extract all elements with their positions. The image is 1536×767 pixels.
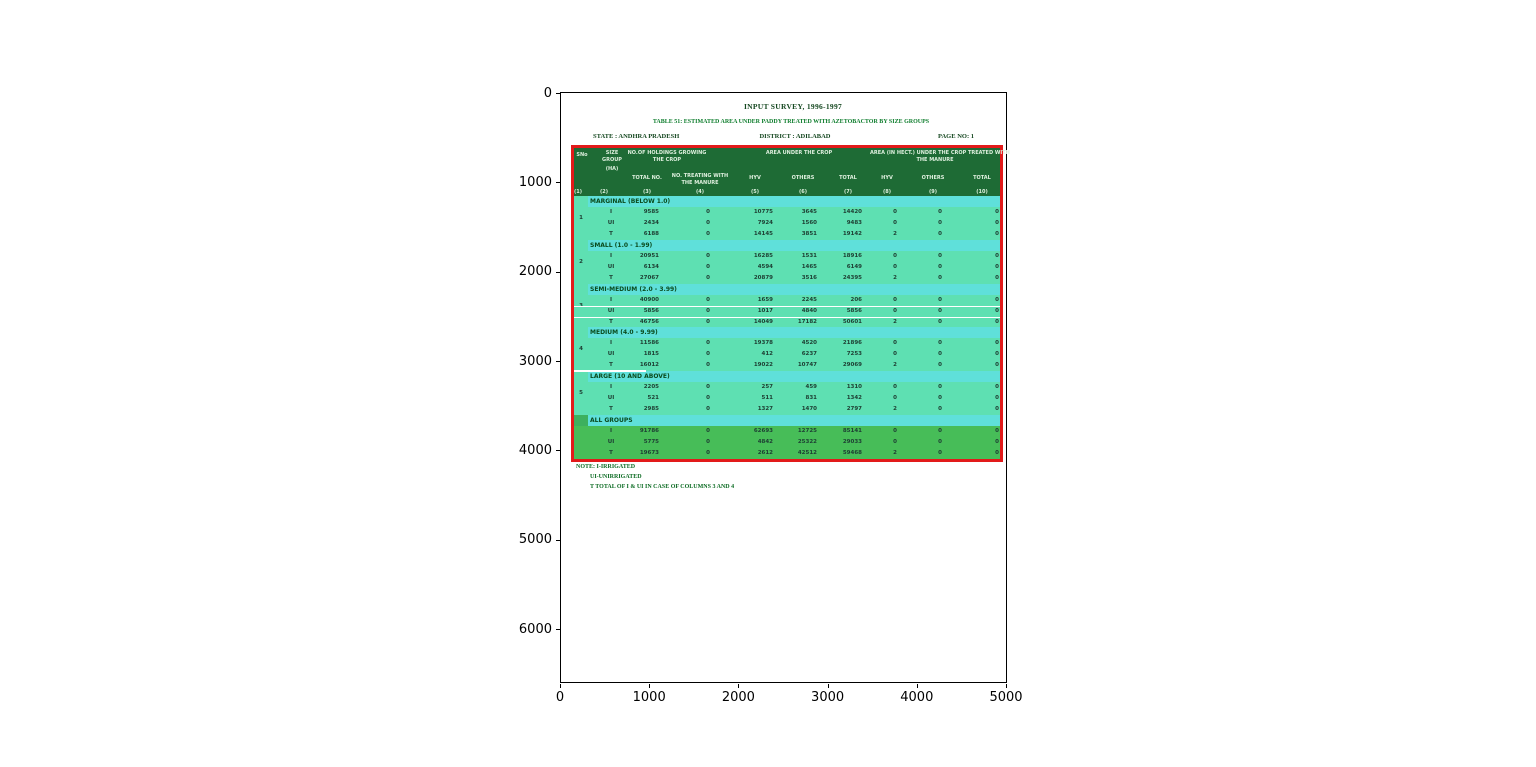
size-group-label: SEMI-MEDIUM (2.0 - 3.99) [590,285,677,293]
table-row [574,382,1000,393]
cell-value: 62693 [753,428,773,435]
size-group-row [588,240,1000,251]
cell-value: 20951 [639,252,659,259]
cell-value: 0 [938,274,942,281]
row-label: I [609,384,613,391]
cell-value: 4840 [801,307,817,314]
table-header [573,148,1010,196]
cell-value: 29033 [842,439,862,446]
cell-value: 0 [893,263,897,270]
cell-value: 0 [706,219,710,226]
cell-value: 2205 [643,384,659,391]
cell-value: 0 [938,296,942,303]
y-tick-label: 6000 [518,621,552,637]
row-label: UI [607,219,615,226]
row-label: I [609,428,613,435]
cell-value: 1327 [757,406,773,413]
column-group-holdings: THE CROP [652,157,682,163]
cell-value: 10747 [797,362,817,369]
cell-value: 0 [706,307,710,314]
size-group-row [588,371,1000,382]
cell-value: 0 [938,406,942,413]
cell-value: 2 [893,362,897,369]
cell-value: 0 [706,318,710,325]
y-axis-tick [556,361,560,362]
serial-number: 2 [579,258,583,265]
cell-value: 46756 [639,318,659,325]
cell-value: 1560 [801,219,817,226]
cell-value: 21896 [842,340,862,347]
size-group-section [574,284,1000,328]
cell-value: 0 [995,252,999,259]
size-group-row [588,284,1000,295]
cell-value: 17182 [797,318,817,325]
table-row [574,317,1000,328]
table-row [574,448,1000,459]
column-header-size-group: GROUP [602,157,622,163]
cell-value: 2245 [801,296,817,303]
cell-value: 14049 [753,318,773,325]
cell-value: 14420 [842,209,862,215]
note-line: NOTE: I-IRRIGATED [576,464,636,470]
serial-number: 5 [579,390,583,397]
column-group-treated: AREA (IN HECT.) UNDER THE CROP TREATED WITH [870,150,1010,156]
row-label: UI [607,351,615,358]
row-label: UI [607,263,615,270]
table-row [574,426,1000,437]
cell-value: 5775 [643,439,659,446]
cell-value: 0 [938,428,942,435]
cell-value: 50601 [842,318,862,325]
cell-value: 0 [706,428,710,435]
size-group-row [588,327,1000,338]
size-group-row [588,415,1000,426]
table-row [574,393,1000,404]
cell-value: 0 [995,362,999,369]
x-axis-tick [738,684,739,688]
cell-value: 0 [995,318,999,325]
cell-value: 2 [893,230,897,237]
cell-value: 9585 [643,209,659,215]
cell-value: 0 [893,395,897,402]
cell-value: 0 [995,450,999,457]
cell-value: 7924 [757,219,773,226]
district-label: DISTRICT : ADILABAD [759,133,831,140]
y-axis-tick [556,450,560,451]
cell-value: 0 [995,384,999,391]
cell-value: 0 [995,296,999,303]
row-label: T [609,318,613,325]
cell-value: 0 [893,307,897,314]
size-group-label: ALL GROUPS [590,417,633,425]
state-label: STATE : ANDHRA PRADESH [593,133,680,140]
row-label: I [609,209,613,215]
cell-value: 10775 [753,209,773,215]
table-row [574,251,1000,262]
column-header-treating: NO. TREATING WITH [671,173,729,179]
column-number: (8) [882,189,892,195]
size-group-section [574,327,1000,371]
cell-value: 0 [995,439,999,446]
cell-value: 0 [938,384,942,391]
cell-value: 6134 [643,263,659,270]
cell-value: 0 [893,209,897,215]
cell-value: 40900 [639,296,659,303]
cell-value: 257 [761,384,773,391]
x-tick-label: 4000 [900,690,934,705]
row-label: T [609,274,613,281]
cell-value: 0 [938,230,942,237]
cell-value: 0 [706,340,710,347]
cell-value: 16285 [753,252,773,259]
cell-value: 0 [938,439,942,446]
cell-value: 2985 [643,406,659,413]
cell-value: 0 [893,252,897,259]
column-number: (1) [573,189,583,195]
cell-value: 1310 [846,384,862,391]
column-header-total: TOTAL [973,175,991,181]
column-number: (7) [843,189,853,195]
cell-value: 206 [850,296,862,303]
cell-value: 0 [893,384,897,391]
cell-value: 6188 [643,230,659,237]
cell-value: 1017 [757,307,773,314]
x-axis-tick [1006,684,1007,688]
y-axis-tick [556,540,560,541]
row-label: UI [607,439,615,446]
size-group-row [588,196,1000,207]
scan-artifact-line [574,370,646,372]
cell-value: 25322 [797,439,817,446]
cell-value: 0 [706,450,710,457]
column-header-hyv: HYV [881,175,893,181]
cell-value: 19142 [842,230,862,237]
column-header-size-group: (HA) [605,166,619,172]
cell-value: 16012 [639,362,659,369]
table-row [574,229,1000,240]
cell-value: 3645 [801,209,817,215]
y-tick-label: 3000 [518,353,552,369]
cell-value: 12725 [797,428,817,435]
cell-value: 0 [938,307,942,314]
row-label: T [609,362,613,369]
cell-value: 0 [706,230,710,237]
cell-value: 20879 [753,274,773,281]
cell-value: 0 [706,252,710,259]
table-body [574,196,1000,459]
cell-value: 0 [706,406,710,413]
cell-value: 0 [706,384,710,391]
x-tick-label: 0 [555,690,565,705]
column-header-others: OTHERS [921,175,945,181]
size-group-label: SMALL (1.0 - 1.99) [590,241,653,249]
table-row [574,338,1000,349]
cell-value: 2 [893,406,897,413]
cell-value: 0 [995,406,999,413]
note-line: UI-UNIRRIGATED [590,474,642,480]
cell-value: 0 [995,274,999,281]
cell-value: 19673 [639,450,659,457]
size-group-section [574,371,1000,415]
cell-value: 5856 [643,307,659,314]
cell-value: 7253 [846,351,862,358]
cell-value: 5856 [846,307,862,314]
column-header-hyv: HYV [749,175,761,181]
cell-value: 2797 [846,406,862,413]
cell-value: 0 [938,263,942,270]
y-tick-label: 2000 [518,264,552,280]
y-tick-label: 0 [543,85,552,101]
corner-cell [574,415,588,426]
cell-value: 1531 [801,252,817,259]
cell-value: 91786 [639,428,659,435]
cell-value: 9483 [846,219,862,226]
cell-value: 0 [938,219,942,226]
cell-value: 11586 [639,340,659,347]
row-label: UI [607,307,615,314]
y-tick-label: 5000 [518,532,552,548]
cell-value: 19022 [753,362,773,369]
serial-number: 1 [579,214,583,221]
cell-value: 2 [893,274,897,281]
size-group-section [574,196,1000,240]
serial-number: 3 [579,302,583,309]
table-row [574,262,1000,273]
table-row [574,349,1000,360]
column-header-sno: SNo [576,152,588,158]
cell-value: 0 [706,362,710,369]
column-number: (9) [928,189,938,195]
table-title: INPUT SURVEY, 1996-1997 [743,102,843,111]
cell-value: 3516 [801,274,817,281]
data-table [571,145,1010,462]
x-tick-label: 3000 [811,690,845,705]
cell-value: 1659 [757,296,773,303]
column-header-treating: THE MANURE [681,180,719,186]
cell-value: 85141 [842,428,862,435]
table-row [574,273,1000,284]
cell-value: 0 [938,362,942,369]
cell-value: 0 [995,230,999,237]
column-group-treated: THE MANURE [916,157,954,163]
column-number: (2) [599,189,609,195]
size-group-section [574,415,1000,459]
cell-value: 0 [706,263,710,270]
y-axis-tick [556,629,560,630]
x-axis-tick [560,684,561,688]
cell-value: 0 [995,307,999,314]
cell-value: 2 [893,450,897,457]
column-group-holdings: NO.OF HOLDINGS GROWING [627,150,707,156]
cell-value: 0 [995,351,999,358]
column-number: (5) [750,189,760,195]
y-tick-label: 1000 [518,174,552,190]
cell-value: 18916 [842,252,862,259]
cell-value: 0 [706,209,710,215]
cell-value: 0 [938,318,942,325]
cell-value: 2 [893,318,897,325]
cell-value: 2612 [757,450,773,457]
row-label: I [609,296,613,303]
cell-value: 2434 [643,219,659,226]
cell-value: 1465 [801,263,817,270]
row-label: UI [607,395,615,402]
row-label: I [609,252,613,259]
cell-value: 0 [893,439,897,446]
cell-value: 0 [893,219,897,226]
cell-value: 0 [995,263,999,270]
x-axis-tick [828,684,829,688]
size-group-label: MARGINAL (BELOW 1.0) [590,198,671,205]
cell-value: 1342 [846,395,862,402]
table-row [574,218,1000,229]
column-header-total-no: TOTAL NO. [632,175,662,181]
cell-value: 0 [995,209,999,215]
cell-value: 0 [893,340,897,347]
cell-value: 4520 [801,340,817,347]
cell-value: 0 [893,351,897,358]
row-label: T [609,230,613,237]
cell-value: 59468 [842,450,862,457]
cell-value: 1815 [643,351,659,358]
cell-value: 831 [805,395,817,402]
cell-value: 0 [938,351,942,358]
x-tick-label: 2000 [721,690,755,705]
column-header-size-group: SIZE [605,150,619,156]
column-number: (6) [798,189,808,195]
table-row [574,404,1000,415]
page-number: PAGE NO: 1 [938,133,974,140]
cell-value: 6237 [801,351,817,358]
note-line: T TOTAL OF I & UI IN CASE OF COLUMNS 3 AND 4 [590,484,735,490]
cell-value: 0 [706,274,710,281]
cell-value: 0 [995,219,999,226]
cell-value: 1470 [801,406,817,413]
cell-value: 3851 [801,230,817,237]
cell-value: 0 [938,395,942,402]
cell-value: 0 [706,439,710,446]
cell-value: 0 [995,395,999,402]
column-group-area: AREA UNDER THE CROP [765,150,833,156]
y-tick-label: 4000 [518,442,552,458]
cell-value: 29069 [842,362,862,369]
serial-number: 4 [579,346,583,353]
cell-value: 4594 [757,263,773,270]
column-number: (3) [642,189,652,195]
cell-value: 0 [893,428,897,435]
row-label: I [609,340,613,347]
cell-value: 6149 [846,263,862,270]
size-group-section [574,240,1000,284]
cell-value: 0 [995,428,999,435]
cell-value: 27067 [639,274,659,281]
cell-value: 0 [938,340,942,347]
cell-value: 0 [995,340,999,347]
table-subtitle: TABLE 51: ESTIMATED AREA UNDER PADDY TREATED WITH AZETOBACTOR BY SIZE GROUPS [652,119,930,125]
cell-value: 0 [893,296,897,303]
cell-value: 14145 [753,230,773,237]
column-header-total: TOTAL [839,175,857,181]
row-label: T [609,406,613,413]
cell-value: 0 [706,296,710,303]
table-row [574,207,1000,218]
cell-value: 42512 [797,450,817,457]
cell-value: 19378 [753,340,773,347]
x-axis-tick [649,684,650,688]
cell-value: 0 [706,351,710,358]
cell-value: 24395 [842,274,862,281]
x-tick-label: 5000 [989,690,1023,705]
cell-value: 4842 [757,439,773,446]
row-label: T [609,450,613,457]
cell-value: 511 [761,395,773,402]
x-tick-label: 1000 [632,690,666,705]
column-number: (4) [695,189,705,195]
y-axis-tick [556,272,560,273]
table-row [574,437,1000,448]
y-axis-tick [556,93,560,94]
x-axis-tick [917,684,918,688]
cell-value: 0 [706,395,710,402]
cell-value: 459 [805,384,817,391]
cell-value: 412 [761,351,773,358]
column-number: (10) [976,189,988,195]
cell-value: 0 [938,209,942,215]
cell-value: 0 [938,450,942,457]
cell-value: 521 [647,395,659,402]
column-header-others: OTHERS [791,175,815,181]
size-group-label: LARGE (10 AND ABOVE) [590,373,670,381]
y-axis-tick [556,182,560,183]
cell-value: 0 [938,252,942,259]
size-group-label: MEDIUM (4.0 - 9.99) [590,329,658,337]
